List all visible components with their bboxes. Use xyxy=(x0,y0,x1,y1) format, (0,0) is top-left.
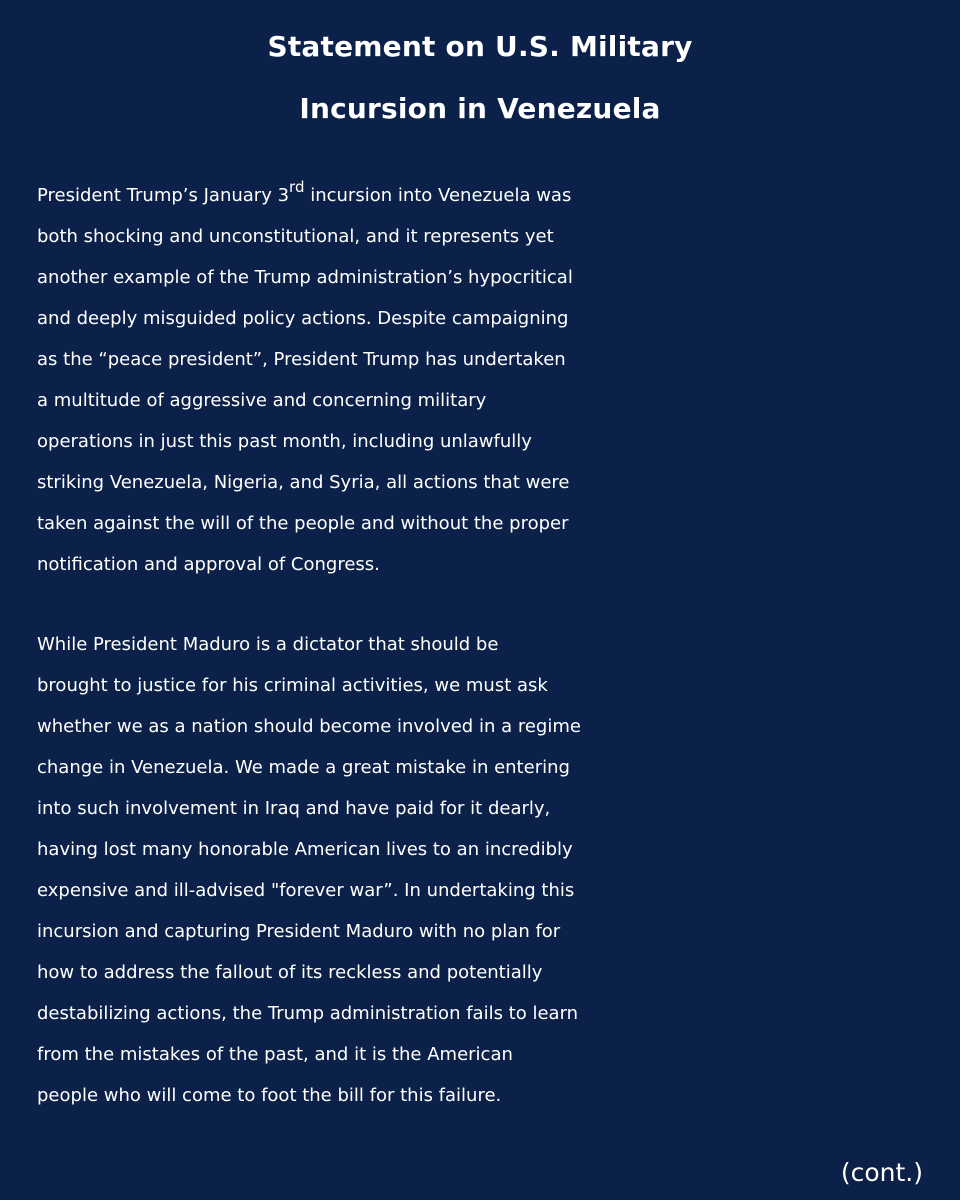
paragraph-line: another example of the Trump administration’s hypocritical xyxy=(37,267,573,288)
title-line: Incursion in Venezuela xyxy=(299,92,661,125)
paragraph-line: people who will come to foot the bill for this failure. xyxy=(37,1085,502,1106)
date-text: President Trump’s January 3 xyxy=(37,185,290,206)
paragraph-line: having lost many honorable American lives to an incredibly xyxy=(37,839,573,860)
title-line: Statement on U.S. Military xyxy=(267,30,693,63)
paragraph-line: expensive and ill-advised "forever war”. In undertaking this xyxy=(37,880,575,901)
statement-paragraph-2 xyxy=(37,624,937,1116)
paragraph-line: destabilizing actions, the Trump administration fails to learn xyxy=(37,1003,579,1024)
paragraph-line: change in Venezuela. We made a great mistake in entering xyxy=(37,757,570,778)
statement-paragraph-1 xyxy=(37,175,937,585)
paragraph-line: whether we as a nation should become involved in a regime xyxy=(37,716,581,737)
paragraph-line: into such involvement in Iraq and have paid for it dearly, xyxy=(37,798,551,819)
paragraph-line: and deeply misguided policy actions. Despite campaigning xyxy=(37,308,569,329)
paragraph-line: notification and approval of Congress. xyxy=(37,554,380,575)
paragraph-line: striking Venezuela, Nigeria, and Syria, all actions that were xyxy=(37,472,570,493)
statement-title xyxy=(0,16,960,140)
paragraph-line: from the mistakes of the past, and it is the American xyxy=(37,1044,513,1065)
paragraph-line: a multitude of aggressive and concerning military xyxy=(37,390,487,411)
paragraph-line: operations in just this past month, including unlawfully xyxy=(37,431,532,452)
paragraph-line xyxy=(37,175,937,216)
paragraph-line: While President Maduro is a dictator that should be xyxy=(37,634,499,655)
paragraph-line: brought to justice for his criminal activities, we must ask xyxy=(37,675,548,696)
continuation-note: (cont.) xyxy=(840,1158,923,1187)
paragraph-line: taken against the will of the people and without the proper xyxy=(37,513,569,534)
ordinal-suffix: rd xyxy=(289,178,305,196)
line-remainder: incursion into Venezuela was xyxy=(304,185,572,206)
paragraph-line: incursion and capturing President Maduro with no plan for xyxy=(37,921,561,942)
paragraph-line: as the “peace president”, President Trump has undertaken xyxy=(37,349,566,370)
paragraph-line: both shocking and unconstitutional, and it represents yet xyxy=(37,226,554,247)
paragraph-line: how to address the fallout of its reckless and potentially xyxy=(37,962,543,983)
